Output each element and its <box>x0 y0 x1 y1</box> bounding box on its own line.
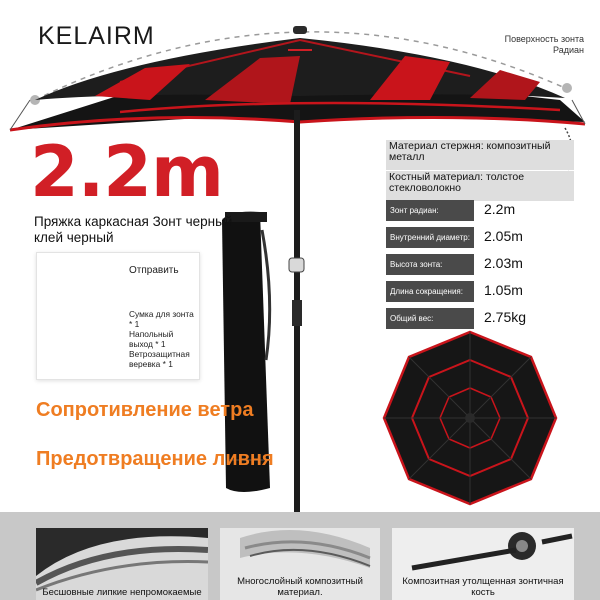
spec-label: Внутренний диаметр: <box>386 227 474 248</box>
arc-end-right <box>562 83 572 93</box>
material-rod: Материал стержня: композитный металл <box>386 140 574 170</box>
brand-logo: KELAIRM <box>38 22 155 50</box>
spec-value: 1.05m <box>484 282 523 298</box>
panel-seamless <box>36 528 208 600</box>
spec-row-weight <box>386 308 580 329</box>
frame-title: Пряжка каркасная Зонт черный клей черный <box>34 214 233 245</box>
panel-multilayer <box>220 528 380 600</box>
headline-size: 2.2m <box>30 131 223 213</box>
kit-item: Напольный выход * 1 <box>129 329 174 349</box>
pole-collar <box>292 300 302 326</box>
spec-value: 2.75kg <box>484 309 527 325</box>
panel-caption: Композитная утолщенная зонтичная кость <box>402 576 564 598</box>
spec-row-radian <box>386 200 580 221</box>
surface-label: Поверхность зонта Радиан <box>504 34 584 55</box>
pole-clamp <box>289 258 304 272</box>
panel-caption: Бесшовные липкие непромокаемые <box>42 587 202 598</box>
spec-label: Длина сокращения: <box>386 281 474 302</box>
spec-value: 2.2m <box>484 201 516 217</box>
spec-row-height <box>386 254 580 275</box>
feature-rain-protection: Предотвращение ливня <box>36 448 274 470</box>
spec-value: 2.05m <box>484 228 523 244</box>
panel-caption: Многослойный композитный материал. <box>237 576 363 598</box>
kit-list <box>129 309 199 369</box>
umbrella-top-view <box>384 332 556 504</box>
spec-label: Зонт радиан: <box>386 200 474 221</box>
spec-row-folded-length <box>386 281 580 302</box>
kit-card <box>36 252 200 380</box>
spec-value: 2.03m <box>484 255 523 271</box>
material-ribs: Костный материал: толстое стекловолокно <box>386 171 574 201</box>
kit-item: Сумка для зонта * 1 <box>129 309 194 329</box>
feature-wind-resistance: Сопротивление ветра <box>36 399 254 421</box>
spec-label: Общий вес: <box>386 308 474 329</box>
kit-item: Ветрозащитная веревка * 1 <box>129 349 190 369</box>
finial <box>293 26 307 34</box>
spec-label: Высота зонта: <box>386 254 474 275</box>
send-label: Отправить <box>129 265 179 276</box>
spec-row-inner-diameter <box>386 227 580 248</box>
panel-rib <box>392 528 574 600</box>
